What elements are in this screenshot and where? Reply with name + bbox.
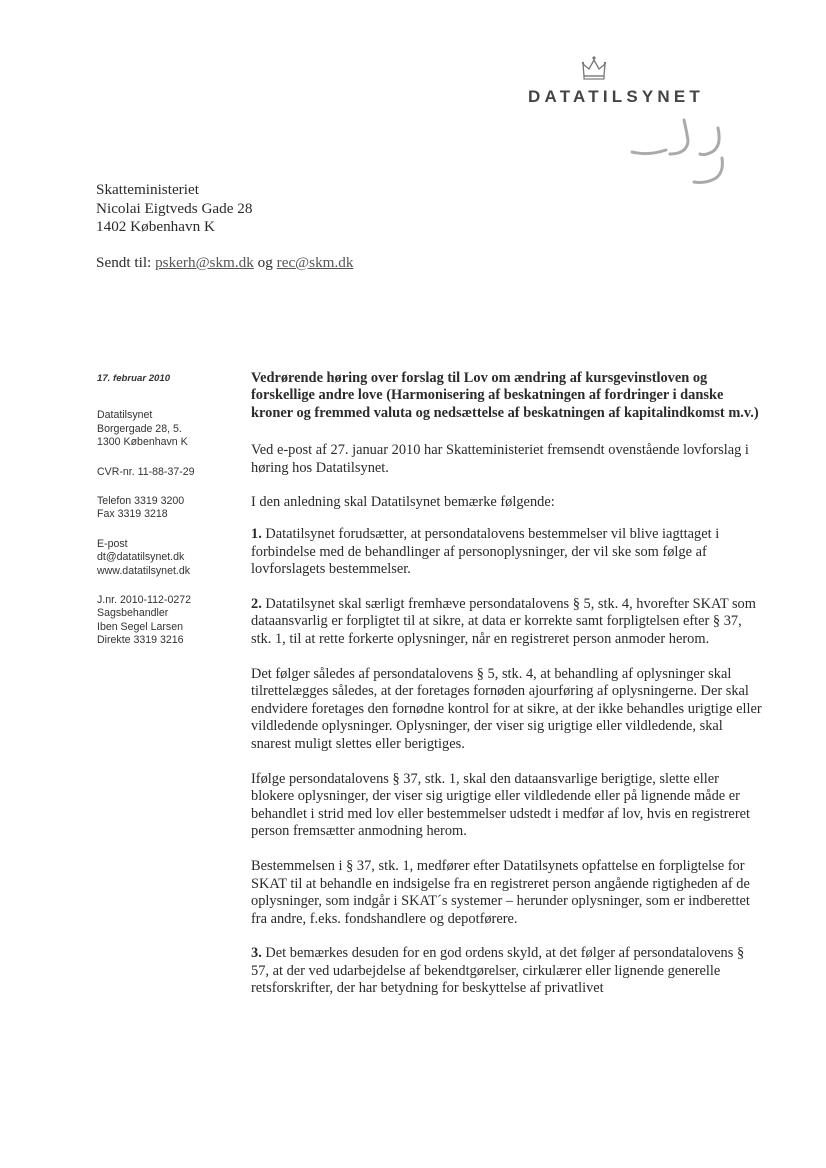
recipient-address [96, 181, 252, 237]
paragraph-lead: I den anledning skal Datatilsynet bemærke følgende: [251, 494, 555, 511]
paragraph-2a: Det følger således af persondatalovens § 5, stk. 4, at behandling af oplysninger skal tilrettelægges således, at der foretages fornøden ajourføring af oplysningerne. Der skal endvidere foretages den fornødne kontrol for at sikre, at der ikke behandles urigtige eller vildledende oplysninger. Oplysninger, der viser sig urigtige eller vildledende, skal snarest muligt slettes eller berigtiges. [251, 665, 762, 752]
case-handler-label: Sagsbehandler [97, 607, 169, 620]
letter-heading: Vedrørende høring over forslag til Lov om ændring af kursgevinstloven og forskellige andre love (Harmonisering af beskatningen af fordringer i danske kroner og fremmed valuta og nedsættelse af beskatningen af kapitalindkomst m.v.) [251, 370, 759, 421]
paragraph-2 [251, 596, 763, 649]
sender-org: Datatilsynet [97, 409, 153, 422]
sender-fax: Fax 3319 3218 [97, 508, 168, 521]
paragraph-intro: Ved e-post af 27. januar 2010 har Skatteministeriet fremsendt ovenstående lovforslag i høring hos Datatilsynet. [251, 442, 749, 476]
letter-date: 17. februar 2010 [97, 373, 171, 384]
paragraph-1-text: Datatilsynet forudsætter, at persondatalovens bestemmelser vil blive iagttaget i forbindelse med de behandlinger af personoplysninger, der vil ske som følge af lovforslagets bestemmelser. [251, 526, 720, 578]
paragraph-2c: Bestemmelsen i § 37, stk. 1, medfører efter Datatilsynets opfattelse en forpligtelse for SKAT til at behandle en indsigelse fra en registreret person angående rigtigheden af de oplysninger, som indgår i SKAT´s systemer – herunder oplysninger, som er indberettet fra andre, f.eks. fondshandlere og depotførere. [251, 857, 750, 927]
recipient-street: Nicolai Eigtveds Gade 28 [96, 199, 253, 217]
paragraph-3-number: 3. [251, 945, 262, 962]
paragraph-3 [251, 945, 763, 998]
paragraph-1 [251, 526, 763, 579]
sender-street: Borgergade 28, 5. [97, 422, 182, 435]
paragraph-2-number: 2. [251, 595, 262, 612]
sender-phone: Telefon 3319 3200 [97, 495, 185, 508]
sender-web[interactable]: www.datatilsynet.dk [97, 564, 191, 577]
sender-email-label: E-post [97, 537, 128, 550]
sender-email[interactable]: dt@datatilsynet.dk [97, 551, 185, 564]
journal-number: J.nr. 2010-112-0272 [97, 594, 192, 607]
sender-case-block [97, 594, 237, 648]
email-link-pskerh[interactable]: pskerh@skm.dk [155, 254, 254, 271]
datatilsynet-logo [528, 54, 758, 114]
sender-contact-block [97, 538, 237, 578]
sent-to-label: Sendt til: [96, 254, 152, 271]
crown-icon [580, 54, 608, 82]
paragraph-3-text: Det bemærkes desuden for en god ordens skyld, at det følger af persondatalovens § 57, at der ved udarbejdelse af bekendtgørelser, cirkulærer eller lignende generelle retsforskrifter, der har betydning for beskyttelse af privatlivet [251, 945, 745, 997]
letter-body [251, 370, 763, 1015]
sender-city: 1300 København K [97, 436, 188, 449]
recipient-city: 1402 København K [96, 218, 215, 235]
case-handler-direct: Direkte 3319 3216 [97, 634, 184, 647]
paragraph-2b: Ifølge persondatalovens § 37, stk. 1, skal den dataansvarlige berigtige, slette eller blokere oplysninger, der viser sig urigtige eller vildledende eller på lignende måde er behandlet i strid med lov eller bestemmelser udstedt i medfør af lov, hvis en registreret person fremsætter anmodning herom. [251, 770, 750, 840]
paragraph-1-number: 1. [251, 526, 262, 542]
sender-address [97, 409, 237, 449]
sender-cvr: CVR-nr. 11-88-37-29 [97, 465, 195, 478]
paragraph-2-text: Datatilsynet skal særligt fremhæve persondatalovens § 5, stk. 4, hvorefter SKAT som dataansvarlig er forpligtet til at sikre, at data er korrekte samt forpligtelsen efter § 37, stk. 1, til at rette forkerte oplysninger, når en registreret person anmoder herom. [251, 595, 756, 647]
sent-to-conjunction: og [257, 254, 273, 271]
sent-to-line [96, 254, 353, 272]
recipient-name: Skatteministeriet [96, 181, 199, 198]
email-link-rec[interactable]: rec@skm.dk [276, 254, 354, 271]
sender-sidebar [97, 372, 237, 664]
sender-cvr-block [97, 466, 237, 479]
sender-phone-block [97, 495, 237, 522]
signature [626, 112, 736, 192]
case-handler-name: Iben Segel Larsen [97, 620, 183, 633]
logo-name: DATATILSYNET [528, 87, 704, 106]
